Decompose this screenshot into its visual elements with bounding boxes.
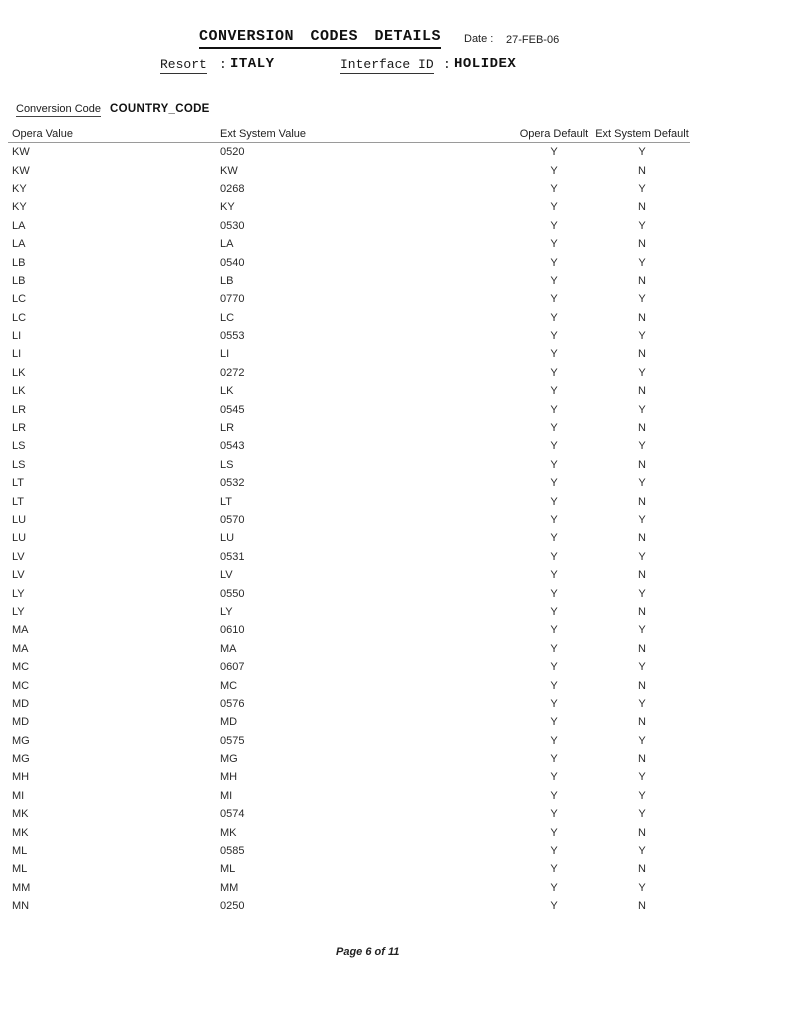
- cell-opera-value: MD: [12, 716, 30, 729]
- cell-opera-value: LV: [12, 550, 25, 563]
- cell-ext-system-value: 0250: [220, 900, 245, 913]
- cell-ext-system-value: 0770: [220, 293, 245, 306]
- cell-ext-system-default: Y: [638, 477, 646, 490]
- cell-ext-system-default: N: [638, 311, 646, 324]
- cell-ext-system-value: 0532: [220, 477, 245, 490]
- cell-opera-default: Y: [550, 311, 558, 324]
- cell-opera-default: Y: [550, 863, 558, 876]
- cell-opera-value: LT: [12, 495, 25, 508]
- resort-value: ITALY: [230, 56, 275, 72]
- cell-ext-system-value: 0574: [220, 808, 245, 821]
- cell-ext-system-default: N: [638, 422, 646, 435]
- cell-opera-value: MA: [12, 624, 29, 637]
- table-row: [8, 529, 690, 547]
- table-row: [8, 640, 690, 658]
- cell-ext-system-default: Y: [638, 771, 646, 784]
- cell-opera-default: Y: [550, 330, 558, 343]
- table-row: [8, 823, 690, 841]
- cell-opera-value: LA: [12, 238, 26, 251]
- cell-ext-system-value: MM: [220, 881, 239, 894]
- cell-ext-system-default: Y: [638, 330, 646, 343]
- conversion-codes-table: [8, 125, 690, 915]
- cell-opera-default: Y: [550, 256, 558, 269]
- cell-ext-system-value: LI: [220, 348, 230, 361]
- table-row: [8, 235, 690, 253]
- cell-ext-system-default: N: [638, 274, 646, 287]
- table-row: [8, 713, 690, 731]
- cell-opera-value: KY: [12, 182, 27, 195]
- cell-opera-default: Y: [550, 238, 558, 251]
- resort-separator: :: [219, 57, 227, 72]
- cell-ext-system-default: Y: [638, 550, 646, 563]
- cell-opera-value: LB: [12, 256, 26, 269]
- cell-opera-value: LY: [12, 587, 25, 600]
- cell-ext-system-value: LT: [220, 495, 233, 508]
- cell-opera-value: LR: [12, 422, 27, 435]
- conversion-code-label: Conversion Code: [16, 103, 101, 115]
- cell-opera-default: Y: [550, 900, 558, 913]
- table-row: [8, 805, 690, 823]
- interface-id-label: Interface ID: [340, 57, 434, 72]
- cell-ext-system-default: Y: [638, 845, 646, 858]
- cell-opera-value: KY: [12, 201, 27, 214]
- table-row: [8, 290, 690, 308]
- cell-opera-default: Y: [550, 826, 558, 839]
- table-row: [8, 456, 690, 474]
- cell-opera-default: Y: [550, 403, 558, 416]
- cell-opera-value: LI: [12, 330, 22, 343]
- cell-ext-system-value: LU: [220, 532, 235, 545]
- cell-opera-default: Y: [550, 753, 558, 766]
- cell-ext-system-default: Y: [638, 697, 646, 710]
- column-header-ext-system-value: Ext System Value: [220, 127, 306, 140]
- cell-ext-system-default: N: [638, 532, 646, 545]
- cell-opera-value: LK: [12, 366, 26, 379]
- cell-ext-system-value: 0575: [220, 734, 245, 747]
- cell-opera-default: Y: [550, 477, 558, 490]
- cell-opera-value: LI: [12, 348, 22, 361]
- cell-opera-value: LA: [12, 219, 26, 232]
- cell-ext-system-value: LY: [220, 605, 233, 618]
- cell-ext-system-value: 0272: [220, 366, 245, 379]
- cell-opera-value: LU: [12, 532, 27, 545]
- table-row: [8, 143, 690, 161]
- table-row: [8, 732, 690, 750]
- cell-opera-value: LB: [12, 274, 26, 287]
- cell-ext-system-default: Y: [638, 256, 646, 269]
- table-row: [8, 584, 690, 602]
- cell-ext-system-value: MA: [220, 642, 237, 655]
- cell-ext-system-default: Y: [638, 789, 646, 802]
- cell-ext-system-default: N: [638, 569, 646, 582]
- cell-ext-system-value: 0576: [220, 697, 245, 710]
- cell-opera-default: Y: [550, 587, 558, 600]
- cell-ext-system-default: N: [638, 642, 646, 655]
- cell-ext-system-value: MI: [220, 789, 233, 802]
- cell-opera-value: MH: [12, 771, 30, 784]
- cell-ext-system-default: N: [638, 605, 646, 618]
- cell-ext-system-value: 0553: [220, 330, 245, 343]
- page-number: Page 6 of 11: [336, 946, 400, 958]
- cell-ext-system-value: 0570: [220, 514, 245, 526]
- cell-ext-system-value: 0543: [220, 440, 245, 453]
- cell-ext-system-value: LS: [220, 458, 234, 471]
- cell-opera-value: MC: [12, 679, 30, 692]
- table-row: [8, 548, 690, 566]
- cell-ext-system-value: 0531: [220, 550, 245, 563]
- cell-opera-default: Y: [550, 440, 558, 453]
- cell-opera-default: Y: [550, 348, 558, 361]
- cell-ext-system-default: N: [638, 348, 646, 361]
- table-row: [8, 161, 690, 179]
- page-title: CONVERSION CODES DETAILS: [199, 28, 441, 49]
- cell-opera-default: Y: [550, 789, 558, 802]
- cell-opera-default: Y: [550, 219, 558, 232]
- cell-opera-default: Y: [550, 716, 558, 729]
- cell-ext-system-default: Y: [638, 146, 646, 159]
- column-header-opera-value: Opera Value: [12, 127, 73, 140]
- cell-opera-default: Y: [550, 532, 558, 545]
- table-row: [8, 309, 690, 327]
- cell-ext-system-value: MK: [220, 826, 237, 839]
- cell-opera-default: Y: [550, 569, 558, 582]
- cell-ext-system-value: ML: [220, 863, 236, 876]
- cell-ext-system-default: N: [638, 495, 646, 508]
- table-row: [8, 382, 690, 400]
- cell-ext-system-default: Y: [638, 587, 646, 600]
- cell-opera-value: LC: [12, 293, 27, 306]
- table-row: [8, 253, 690, 271]
- cell-ext-system-value: MD: [220, 716, 238, 729]
- cell-ext-system-default: N: [638, 458, 646, 471]
- cell-ext-system-default: Y: [638, 403, 646, 416]
- conversion-code-value: COUNTRY_CODE: [110, 103, 210, 115]
- cell-ext-system-value: LR: [220, 422, 235, 435]
- cell-ext-system-default: Y: [638, 881, 646, 894]
- cell-opera-value: MK: [12, 808, 29, 821]
- cell-ext-system-value: 0530: [220, 219, 245, 232]
- cell-ext-system-default: N: [638, 385, 646, 398]
- cell-opera-default: Y: [550, 164, 558, 177]
- cell-ext-system-default: N: [638, 679, 646, 692]
- cell-opera-value: MN: [12, 900, 30, 913]
- cell-ext-system-default: Y: [638, 661, 646, 674]
- cell-opera-default: Y: [550, 845, 558, 858]
- column-header-ext-system-default: Ext System Default: [595, 127, 689, 140]
- cell-ext-system-default: N: [638, 863, 646, 876]
- cell-ext-system-value: KY: [220, 201, 235, 214]
- cell-ext-system-default: N: [638, 716, 646, 729]
- cell-ext-system-default: N: [638, 201, 646, 214]
- cell-ext-system-default: Y: [638, 219, 646, 232]
- table-row: [8, 621, 690, 639]
- cell-ext-system-default: Y: [638, 624, 646, 637]
- cell-opera-value: MG: [12, 734, 30, 747]
- cell-opera-value: LV: [12, 569, 25, 582]
- table-body: [8, 143, 690, 915]
- date-label: Date :: [464, 33, 494, 45]
- cell-ext-system-value: 0585: [220, 845, 245, 858]
- date-value: 27-FEB-06: [506, 34, 560, 46]
- cell-opera-value: MD: [12, 697, 30, 710]
- table-row: [8, 695, 690, 713]
- table-row: [8, 492, 690, 510]
- cell-opera-default: Y: [550, 808, 558, 821]
- cell-opera-value: LS: [12, 458, 26, 471]
- table-row: [8, 897, 690, 915]
- cell-opera-value: LY: [12, 605, 25, 618]
- table-row: [8, 419, 690, 437]
- cell-opera-default: Y: [550, 201, 558, 214]
- cell-ext-system-default: N: [638, 826, 646, 839]
- cell-opera-value: LU: [12, 514, 27, 526]
- cell-ext-system-value: LA: [220, 238, 234, 251]
- cell-ext-system-value: 0540: [220, 256, 245, 269]
- cell-opera-default: Y: [550, 514, 558, 526]
- cell-ext-system-value: LC: [220, 311, 235, 324]
- cell-ext-system-default: Y: [638, 734, 646, 747]
- cell-ext-system-default: N: [638, 238, 646, 251]
- cell-ext-system-default: N: [638, 900, 646, 913]
- cell-opera-default: Y: [550, 771, 558, 784]
- table-row: [8, 566, 690, 584]
- cell-ext-system-value: 0610: [220, 624, 245, 637]
- cell-ext-system-default: Y: [638, 182, 646, 195]
- cell-opera-value: LR: [12, 403, 27, 416]
- cell-ext-system-value: 0520: [220, 146, 245, 159]
- cell-opera-default: Y: [550, 146, 558, 159]
- cell-opera-value: LC: [12, 311, 27, 324]
- cell-opera-default: Y: [550, 550, 558, 563]
- table-header-row: [8, 125, 690, 143]
- table-row: [8, 658, 690, 676]
- table-row: [8, 474, 690, 492]
- cell-opera-value: MM: [12, 881, 31, 894]
- table-row: [8, 198, 690, 216]
- table-row: [8, 327, 690, 345]
- table-row: [8, 676, 690, 694]
- table-row: [8, 768, 690, 786]
- interface-id-value: HOLIDEX: [454, 56, 517, 72]
- cell-opera-value: MG: [12, 753, 30, 766]
- table-row: [8, 217, 690, 235]
- cell-ext-system-value: 0268: [220, 182, 245, 195]
- table-row: [8, 400, 690, 418]
- cell-ext-system-default: Y: [638, 366, 646, 379]
- table-row: [8, 879, 690, 897]
- table-row: [8, 437, 690, 455]
- cell-ext-system-value: MC: [220, 679, 238, 692]
- cell-opera-default: Y: [550, 881, 558, 894]
- table-row: [8, 511, 690, 529]
- cell-opera-default: Y: [550, 734, 558, 747]
- column-header-opera-default: Opera Default: [519, 127, 589, 140]
- table-row: [8, 364, 690, 382]
- cell-opera-value: LT: [12, 477, 25, 490]
- cell-ext-system-value: MH: [220, 771, 238, 784]
- cell-ext-system-default: N: [638, 164, 646, 177]
- table-row: [8, 787, 690, 805]
- cell-opera-default: Y: [550, 642, 558, 655]
- cell-opera-default: Y: [550, 495, 558, 508]
- cell-ext-system-value: MG: [220, 753, 238, 766]
- cell-opera-value: KW: [12, 164, 30, 177]
- cell-ext-system-value: LK: [220, 385, 234, 398]
- table-row: [8, 345, 690, 363]
- cell-opera-default: Y: [550, 458, 558, 471]
- cell-opera-default: Y: [550, 366, 558, 379]
- cell-opera-default: Y: [550, 274, 558, 287]
- cell-ext-system-default: Y: [638, 514, 646, 526]
- interface-id-separator: :: [443, 57, 451, 72]
- table-row: [8, 750, 690, 768]
- cell-opera-value: KW: [12, 146, 30, 159]
- cell-opera-default: Y: [550, 661, 558, 674]
- cell-opera-default: Y: [550, 679, 558, 692]
- cell-opera-default: Y: [550, 624, 558, 637]
- cell-ext-system-value: KW: [220, 164, 238, 177]
- cell-ext-system-default: Y: [638, 440, 646, 453]
- cell-opera-value: ML: [12, 863, 28, 876]
- cell-opera-value: MA: [12, 642, 29, 655]
- cell-opera-default: Y: [550, 385, 558, 398]
- table-row: [8, 603, 690, 621]
- table-row: [8, 272, 690, 290]
- cell-opera-value: MC: [12, 661, 30, 674]
- cell-opera-value: MI: [12, 789, 25, 802]
- cell-ext-system-value: LV: [220, 569, 233, 582]
- resort-label: Resort: [160, 57, 207, 72]
- cell-opera-default: Y: [550, 182, 558, 195]
- cell-opera-default: Y: [550, 605, 558, 618]
- cell-opera-default: Y: [550, 697, 558, 710]
- cell-opera-value: ML: [12, 845, 28, 858]
- table-row: [8, 860, 690, 878]
- cell-ext-system-default: Y: [638, 808, 646, 821]
- cell-ext-system-value: 0545: [220, 403, 245, 416]
- cell-ext-system-value: 0607: [220, 661, 245, 674]
- cell-opera-default: Y: [550, 422, 558, 435]
- cell-opera-value: MK: [12, 826, 29, 839]
- table-row: [8, 842, 690, 860]
- cell-ext-system-value: 0550: [220, 587, 245, 600]
- cell-opera-value: LS: [12, 440, 26, 453]
- cell-opera-default: Y: [550, 293, 558, 306]
- cell-ext-system-default: N: [638, 753, 646, 766]
- cell-opera-value: LK: [12, 385, 26, 398]
- cell-ext-system-value: LB: [220, 274, 234, 287]
- table-row: [8, 180, 690, 198]
- cell-ext-system-default: Y: [638, 293, 646, 306]
